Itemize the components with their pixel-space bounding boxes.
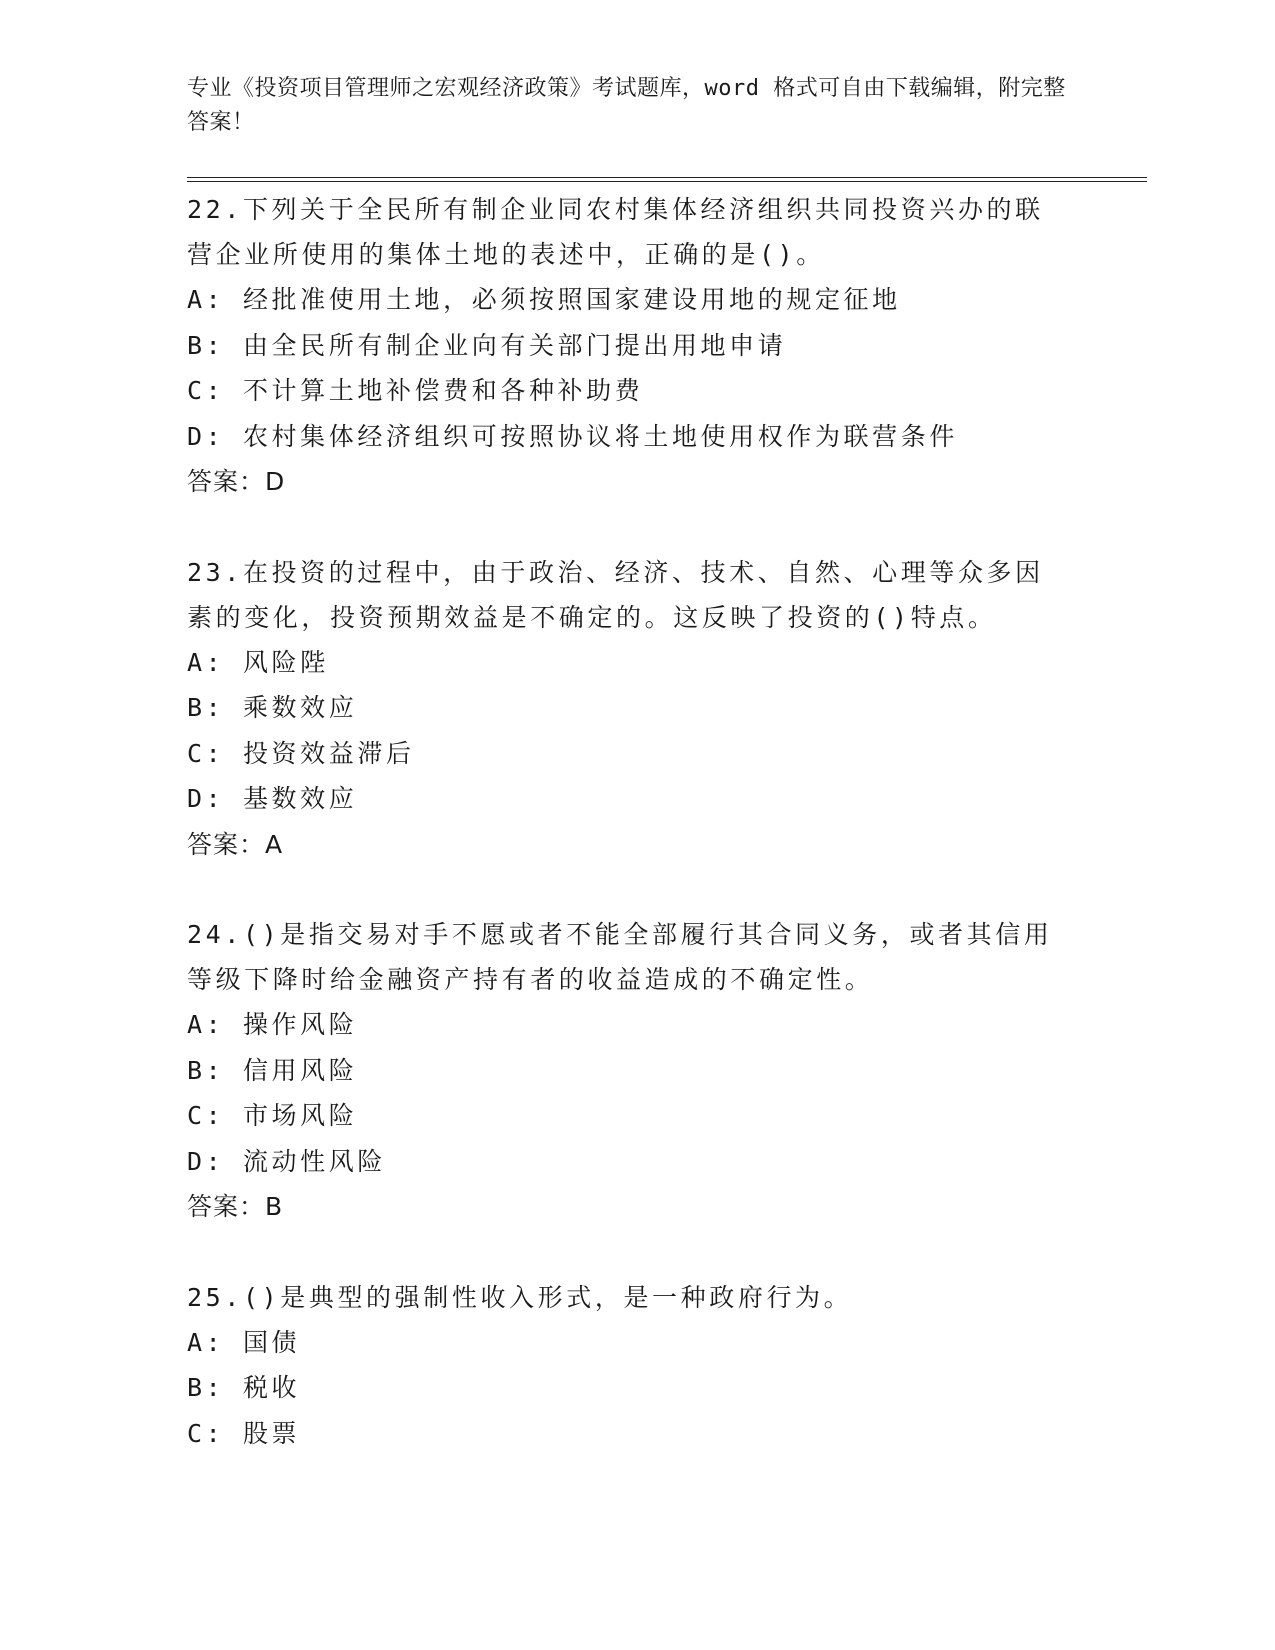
question-23 xyxy=(187,550,1087,868)
question-25 xyxy=(187,1275,1087,1457)
question-stem: 24.()是指交易对手不愿或者不能全部履行其合同义务，或者其信用等级下降时给金融资产持有者的收益造成的不确定性。 xyxy=(187,920,1053,994)
question-stem: 25.()是典型的强制性收入形式，是一种政府行为。 xyxy=(187,1282,853,1312)
option-a: A: 经批准使用土地，必须按照国家建设用地的规定征地 xyxy=(187,285,901,314)
answer-line: 答案：A xyxy=(187,829,284,859)
question-stem: 22.下列关于全民所有制企业同农村集体经济组织共同投资兴办的联营企业所使用的集体土地的表述中，正确的是()。 xyxy=(187,195,1044,269)
question-22 xyxy=(187,187,1087,505)
option-c: C: 不计算土地补偿费和各种补助费 xyxy=(187,376,644,405)
header-divider-top xyxy=(187,177,1147,178)
document-header: 专业《投资项目管理师之宏观经济政策》考试题库，word 格式可自由下载编辑，附完整答案！ xyxy=(187,76,1066,135)
option-b: B: 税收 xyxy=(187,1373,301,1402)
option-c: C: 市场风险 xyxy=(187,1101,358,1130)
option-a: A: 国债 xyxy=(187,1327,301,1357)
header-divider-bottom xyxy=(187,181,1147,182)
option-b: B: 由全民所有制企业向有关部门提出用地申请 xyxy=(187,330,787,360)
option-b: B: 乘数效应 xyxy=(187,693,358,722)
question-24 xyxy=(187,912,1087,1230)
option-c: C: 股票 xyxy=(187,1418,301,1448)
question-stem: 23.在投资的过程中，由于政治、经济、技术、自然、心理等众多因素的变化，投资预期效益是不确定的。这反映了投资的()特点。 xyxy=(187,557,1044,632)
option-b: B: 信用风险 xyxy=(187,1055,358,1085)
option-d: D: 基数效应 xyxy=(187,784,358,813)
option-c: C: 投资效益滞后 xyxy=(187,738,415,768)
question-list xyxy=(187,187,1087,1501)
answer-line: 答案：D xyxy=(187,467,286,496)
option-d: D: 流动性风险 xyxy=(187,1146,386,1176)
option-a: A: 操作风险 xyxy=(187,1010,358,1039)
option-a: A: 风险陛 xyxy=(187,647,329,677)
answer-line: 答案：B xyxy=(187,1192,284,1221)
option-d: D: 农村集体经济组织可按照协议将土地使用权作为联营条件 xyxy=(187,421,958,451)
